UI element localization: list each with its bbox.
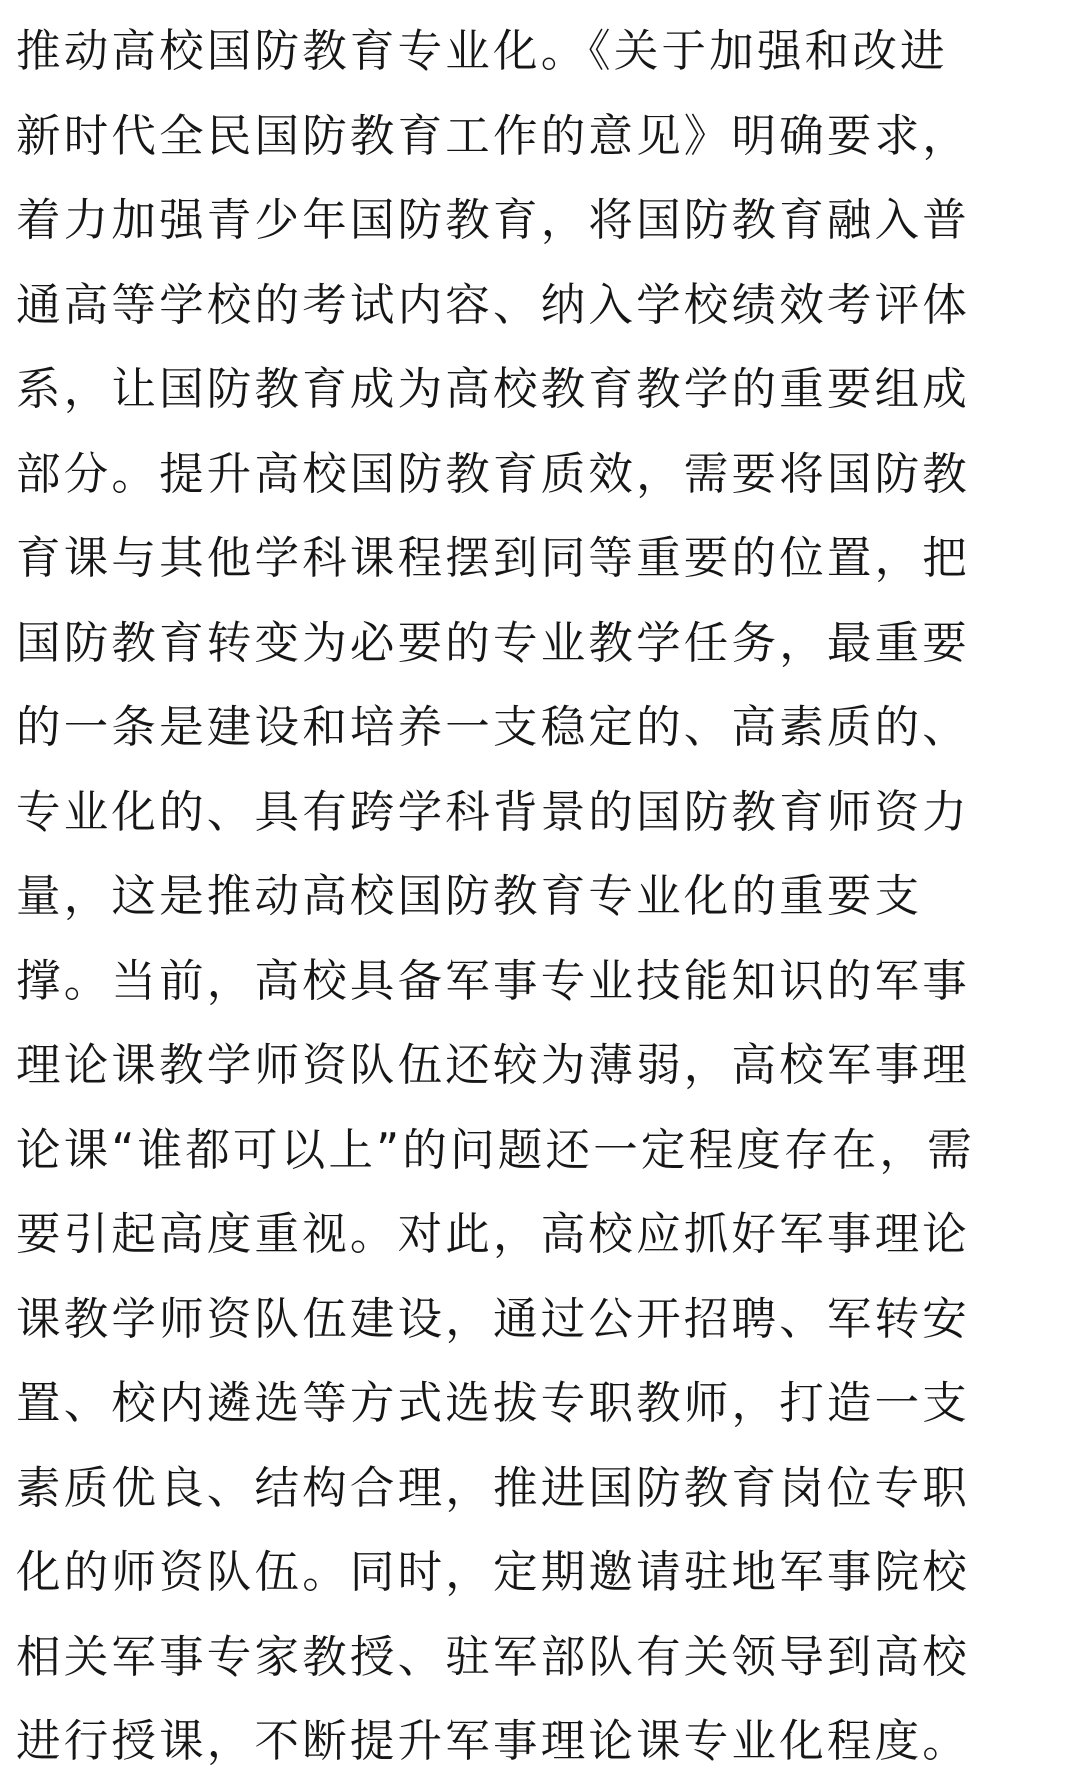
text-line-11: 量，这是推动高校国防教育专业化的重要支 bbox=[16, 871, 923, 922]
text-line-17: 置、校内遴选等方式选拔专职教师，打造一支 bbox=[16, 1378, 971, 1429]
text-line-13: 理论课教学师资队伍还较为薄弱，高校军事理 bbox=[16, 1040, 971, 1091]
text-line-3: 着力加强青少年国防教育，将国防教育融入普 bbox=[16, 195, 971, 246]
text-line-6: 部分。提升高校国防教育质效，需要将国防教 bbox=[16, 448, 971, 500]
text-line-7: 育课与其他学科课程摆到同等重要的位置，把 bbox=[16, 533, 971, 584]
text-line-2: 新时代全民国防教育工作的意见》明确要求， bbox=[16, 110, 971, 162]
text-line-15: 要引起高度重视。对此，高校应抓好军事理论 bbox=[16, 1209, 971, 1260]
text-line-8: 国防教育转变为必要的专业教学任务，最重要 bbox=[16, 617, 971, 669]
text-line-19: 化的师资队伍。同时，定期邀请驻地军事院校 bbox=[16, 1547, 971, 1598]
text-line-18: 素质优良、结构合理，推进国防教育岗位专职 bbox=[16, 1462, 971, 1514]
text-line-21: 进行授课，不断提升军事理论课专业化程度。 bbox=[16, 1716, 971, 1767]
text-line-20: 相关军事专家教授、驻军部队有关领导到高校 bbox=[16, 1631, 971, 1683]
text-line-16: 课教学师资队伍建设，通过公开招聘、军转安 bbox=[16, 1293, 971, 1345]
text-line-9: 的一条是建设和培养一支稳定的、高素质的、 bbox=[16, 702, 971, 753]
text-line-1: 推动高校国防教育专业化。《关于加强和改进 bbox=[16, 26, 948, 77]
text-line-10: 专业化的、具有跨学科背景的国防教育师资力 bbox=[16, 786, 971, 838]
text-line-14: 论课“谁都可以上”的问题还一定程度存在，需 bbox=[16, 1124, 975, 1176]
article-body bbox=[16, 10, 1062, 1785]
text-line-5: 系，让国防教育成为高校教育教学的重要组成 bbox=[16, 364, 971, 415]
text-line-12: 撑。当前，高校具备军事专业技能知识的军事 bbox=[16, 955, 971, 1007]
text-line-4: 通高等学校的考试内容、纳入学校绩效考评体 bbox=[16, 279, 971, 331]
